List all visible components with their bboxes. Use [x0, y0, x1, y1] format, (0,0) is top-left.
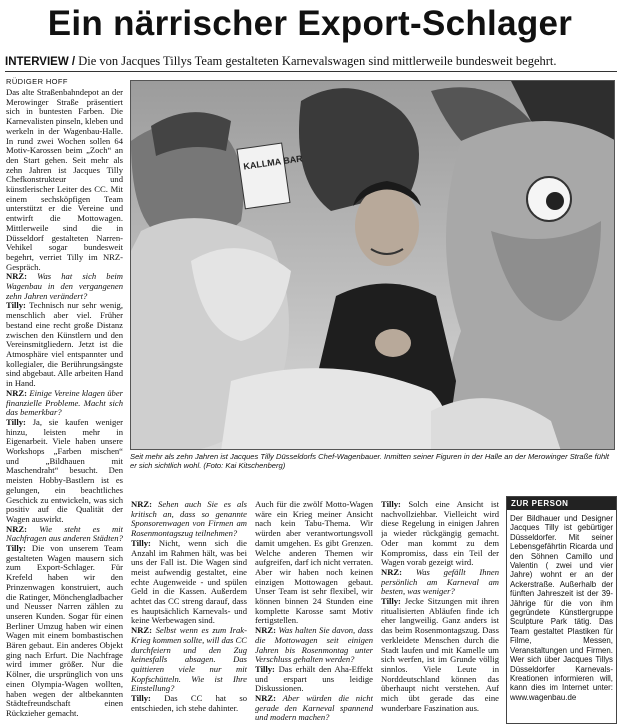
speaker-label: Tilly:: [6, 543, 26, 554]
headline: Ein närrischer Export-Schlager: [47, 4, 573, 43]
article-paragraph: NRZ: Was gefällt Ihnen persönlich am Karneval am besten, was weniger?: [381, 566, 499, 597]
subline-text: Die von Jacques Tillys Team gestalteten Karnevalswagen sind mittlerweile bundesweit begehrt.: [78, 54, 557, 68]
article-paragraph: Tilly: Nicht, wenn sich die Anzahl im Rahmen hält, was bei uns der Fall ist. Die Wagen sind meist aufwendig gestaltet, eine echte Augenweide - und spülen Geld in die Kassen. Außerdem achtet das CC streng darauf, dass es hauptsächlich Karnevals- und keine Werbewagen sind.: [131, 537, 247, 626]
header-rule: [5, 71, 617, 72]
article-paragraph: Tilly: Ja, sie kaufen weniger hinzu, leisten mehr in Eigenarbeit. Viele haben unsere Workshops „Farben mischen“ und „Bildhauen mit Maschendraht“ besucht. Den meisten Hobby-Bastlern ist es gelungen, ein beachtliches Geschick zu entwickeln, was sich positiv auf die Qualität der Wagen auswirkt.: [6, 416, 123, 524]
article-column-2: [131, 500, 247, 724]
subline-kicker: INTERVIEW /: [5, 56, 76, 68]
article-photo: [130, 80, 615, 450]
photo-sign-text: KALLMA BAR: [242, 153, 304, 172]
article-paragraph: Tilly: Technisch nur sehr wenig, menschlich aber viel. Früher bestand eine recht große Distanz zwischen den Künstlern und den Vereinsmitgliedern. Jetzt ist die Atmosphäre viel entspannter und kollegialer, die Berührungsängste sind abgebaut. Alle arbeiten Hand in Hand.: [6, 300, 123, 389]
speaker-label: Tilly:: [381, 596, 401, 607]
article-paragraph: Tilly: Das erhält den Aha-Effekt und erspart uns leidige Diskussionen.: [255, 663, 373, 694]
article-paragraph: NRZ: Was hat sich beim Wagenbau in den vergangenen zehn Jahren verändert?: [6, 271, 123, 301]
zur-person-heading: ZUR PERSON: [507, 497, 616, 510]
article-paragraph: Tilly: Die von unserem Team gestalteten Wagen mausern sich zum Export-Schlager. Für Krefeld haben wir den Prinzenwagen konstruiert, auch die Ratinger, Mönchengladbacher und Neusser Narren zählen zu unseren Kunden. Sogar für einen Berliner Umzug haben wir einen Wagen mit einem bombastischen Bären gebaut. Ein anderes Objekt ging nach Erfurt. Die Nachfrage wird immer größer. Nur die Kölner, die ursprünglich von uns einen Olympia-Wagen wollten, haben wegen der altbekannten Städtefreundschaft einen Rückzieher gemacht.: [6, 543, 123, 718]
article-paragraph: Das alte Straßenbahndepot an der Merowinger Straße präsentiert sich in buntesten Farben. Die Karnevalisten pinseln, kleben und werkeln in der Wagenbau-Halle. In rund zwei Wochen sollen 64 Motiv-Karossen beim „Zoch“ an den Start gehen. Seit mehr als zehn Jahren ist Jacques Tilly Chefkonstrukteur und künstlerischer Leiter des CC. Mit einem sechsköpfigen Team unterstützt er die Vereine und entwirft die Mottowagen. Mittlerweile sind die in Düsseldorf gestalteten Narren-Vehikel sogar bundesweit begehrt, verriet Tilly im NRZ-Gespräch.: [6, 88, 123, 272]
speaker-label: Tilly:: [6, 416, 26, 427]
subline: [5, 54, 617, 69]
article-paragraph: NRZ: Wie steht es mit Nachfragen aus anderen Städten?: [6, 523, 123, 544]
interviewer-label: NRZ:: [381, 566, 403, 577]
interviewer-label: NRZ:: [6, 523, 28, 534]
byline: RÜDIGER HOFF: [6, 77, 68, 86]
interviewer-label: NRZ:: [6, 387, 28, 398]
speaker-label: Tilly:: [255, 663, 275, 674]
speaker-label: Tilly:: [131, 693, 151, 704]
article-paragraph: Tilly: Jecke Sitzungen mit ihren ritualisierten Abläufen finde ich eher langweilig. Ganz anders ist das beim Rosenmontagszug. Dass verkleidete Menschen durch die Stadt laufen und mit Kamelle um sich werfen, ist im Grunde völlig sinnlos. Viele Leute in Norddeutschland können das überhaupt nicht verstehen. Auf mich übt gerade das eine wunderbare Faszination aus.: [381, 596, 499, 713]
article-column-4: [381, 500, 499, 724]
speaker-label: Tilly:: [131, 537, 151, 548]
article-paragraph: NRZ: Was halten Sie davon, dass die Mottowagen seit einigen Jahren bis Rosenmontag unter Verschluss gehalten werden?: [255, 625, 373, 665]
article-paragraph: NRZ: Einige Vereine klagen über finanzielle Probleme. Macht sich das bemerkbar?: [6, 387, 123, 418]
zur-person-box: [506, 496, 617, 724]
speaker-label: Tilly:: [381, 500, 401, 509]
article-paragraph: NRZ: Aber würden die nicht gerade den Karneval spannend und modern machen?: [255, 693, 373, 723]
article-paragraph: Auch für die zwölf Motto-Wagen wäre ein Krieg meiner Ansicht nach kein Tabu-Thema. Wir würden aber verantwortungsvoll damit umgehen. Es gibt Grenzen. Welche anderen Themen wir aufgreifen, darf ich nicht verraten. Aber wir haben noch keinen einzigen Mottowagen gebaut. Unser Team ist sehr flexibel, wir können binnen 24 Stunden eine komplette Karosse samt Motiv fertigstellen.: [255, 500, 373, 626]
article-column-1: [6, 88, 123, 724]
photo-caption: Seit mehr als zehn Jahren ist Jacques Tilly Düsseldorfs Chef-Wagenbauer. Inmitten seiner Figuren in der Halle an der Merowinger Straße fühlt er sich sichtlich wohl. (Foto: Kai Kitschenberg): [130, 452, 609, 470]
article-column-3: [255, 500, 373, 724]
photo-illustration: [131, 81, 615, 450]
speaker-label: Tilly:: [6, 300, 26, 311]
article-paragraph: Tilly: Solch eine Ansicht ist nachvollziehbar. Vielleicht wird diese Regelung in einigen Jahren ja wieder rückgängig gemacht. Oder man kommt zu dem Kompromiss, dass ein Teil der Wagen vorab gezeigt wird.: [381, 500, 499, 568]
interviewer-label: NRZ:: [255, 693, 277, 704]
interviewer-label: NRZ:: [131, 625, 153, 636]
interviewer-label: NRZ:: [131, 500, 153, 509]
interviewer-label: NRZ:: [6, 271, 28, 282]
article-paragraph: NRZ: Selbst wenn es zum Irak-Krieg kommen sollte, will das CC durchfeiern und den Zug keinesfalls absagen. Das quittieren viele nur mit Kopfschütteln. Wie ist Ihre Einstellung?: [131, 625, 247, 694]
zur-person-text: Der Bildhauer und Designer Jacques Tilly ist gebürtiger Düsseldorfer. Mit seiner Lebensgefährtin Ricarda und den Söhnen Camillo und Valentin ( zwei und vier Jahre) wohnt er an der Ackerstraße. Außerhalb der fünften Jahreszeit ist der 39-Jährige für die von ihm gegründete Künstlergruppe Sculpture Park tätig. Das Team gestaltet Plastiken für Filme, Messen, Veranstaltungen und Firmen. Wer sich über Jacques Tillys Düsseldorfer Karnevals-Kreationen informieren will, kann dies im Internet unter: www.wagenbau.de: [510, 514, 613, 702]
article-paragraph: NRZ: Sehen auch Sie es als kritisch an, dass so genannte Sponsorenwagen von Firmen am Rosenmontagszug teilnehmen?: [131, 500, 247, 539]
article-paragraph: Tilly: Das CC hat so entschieden, ich stehe dahinter.: [131, 693, 247, 713]
interviewer-label: NRZ:: [255, 625, 277, 636]
